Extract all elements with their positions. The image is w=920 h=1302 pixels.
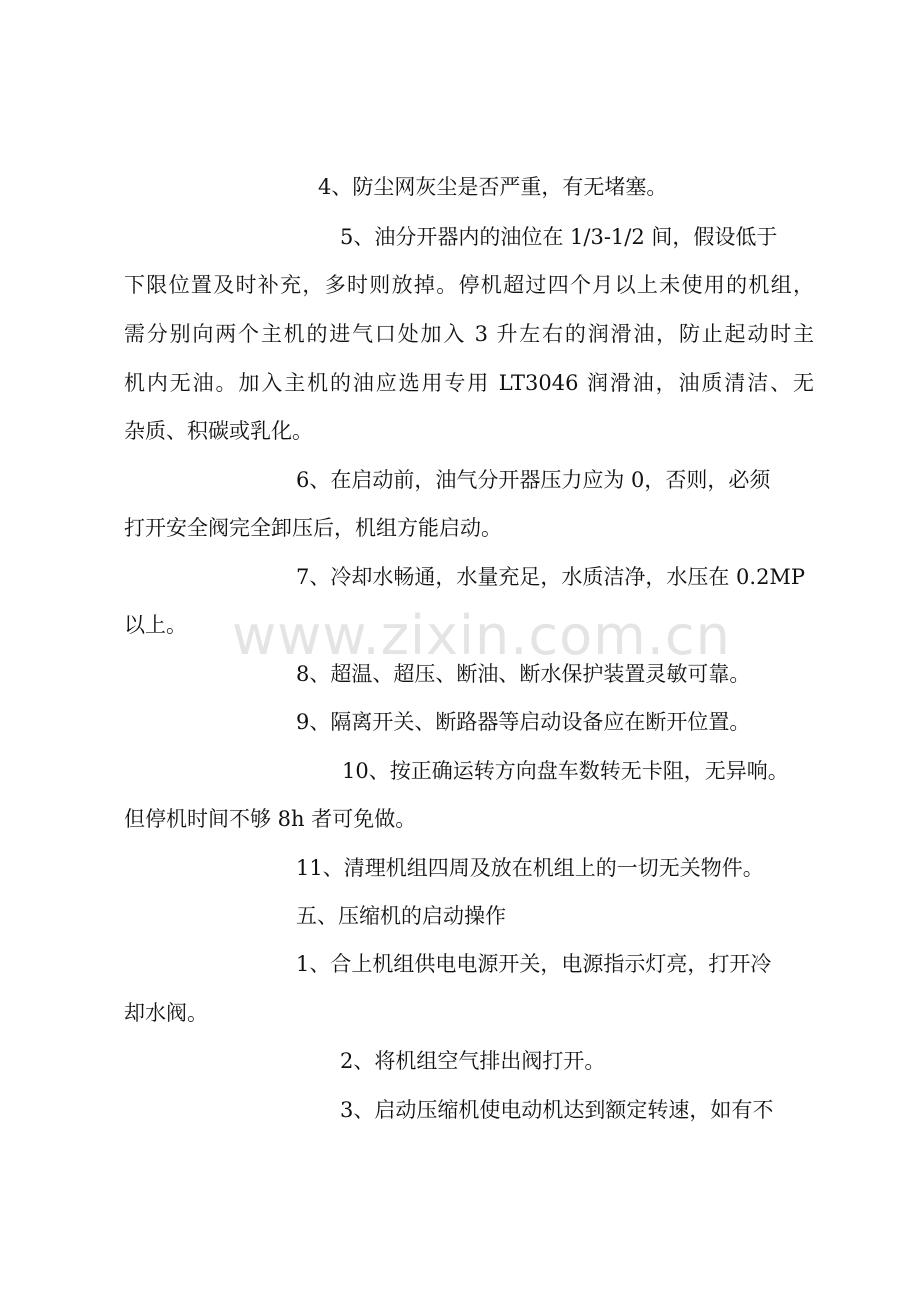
text-line-15: 11、清理机组四周及放在机组上的一切无关物件。 — [296, 856, 764, 880]
text-line-18: 却水阀。 — [124, 1001, 208, 1025]
text-line-13: 10、按正确运转方向盘车数转无卡阻，无异响。 — [342, 759, 789, 783]
text-line-5: 机内无油。加入主机的油应选用专用 LT3046 润滑油，油质清洁、无 — [124, 371, 814, 395]
text-line-2: 5、油分开器内的油位在 1/3-1/2 间，假设低于 — [340, 225, 778, 249]
watermark-text: www.zixin.com.cn — [232, 604, 731, 667]
text-line-3: 下限位置及时补充，多时则放掉。停机超过四个月以上未使用的机组， — [124, 273, 814, 297]
text-line-20: 3、启动压缩机使电动机达到额定转速，如有不 — [340, 1098, 774, 1122]
text-line-1: 4、防尘网灰尘是否严重，有无堵塞。 — [318, 175, 668, 199]
text-line-12: 9、隔离开关、断路器等启动设备应在断开位置。 — [296, 710, 751, 734]
section-heading: 五、压缩机的启动操作 — [296, 904, 506, 928]
text-line-10: 以上。 — [124, 613, 187, 637]
text-line-11: 8、超温、超压、断油、断水保护装置灵敏可靠。 — [296, 662, 751, 686]
text-line-7: 6、在启动前，油气分开器压力应为 0，否则，必须 — [296, 468, 771, 492]
text-line-17: 1、合上机组供电电源开关，电源指示灯亮，打开冷 — [296, 952, 772, 976]
text-line-14: 但停机时间不够 8h 者可免做。 — [124, 807, 417, 831]
text-line-6: 杂质、积碳或乳化。 — [124, 419, 313, 443]
text-line-8: 打开安全阀完全卸压后，机组方能启动。 — [124, 516, 502, 540]
text-line-9: 7、冷却水畅通，水量充足，水质洁净，水压在 0.2MP — [296, 565, 806, 589]
text-line-19: 2、将机组空气排出阀打开。 — [340, 1049, 606, 1073]
text-line-4: 需分别向两个主机的进气口处加入 3 升左右的润滑油，防止起动时主 — [124, 322, 814, 346]
